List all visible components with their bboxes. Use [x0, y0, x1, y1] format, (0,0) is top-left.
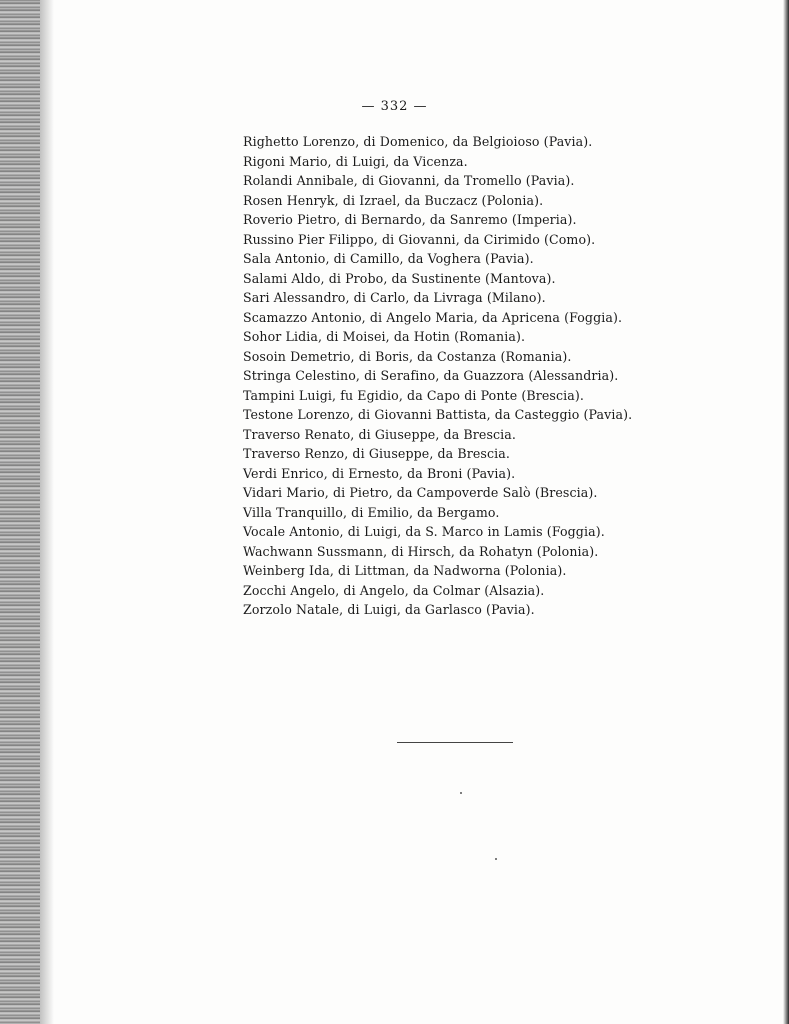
list-item: Sala Antonio, di Camillo, da Voghera (Pavia).: [243, 251, 534, 266]
list-item: Wachwann Sussmann, di Hirsch, da Rohatyn (Polonia).: [243, 543, 599, 559]
list-item: Zocchi Angelo, di Angelo, da Colmar (Alsazia).: [243, 582, 545, 598]
scan-speck: [460, 792, 462, 794]
binding-edge: [0, 0, 40, 1024]
list-item: Rosen Henryk, di Izrael, da Buczacz (Polonia).: [243, 192, 544, 208]
list-item: Rigoni Mario, di Luigi, da Vicenza.: [243, 153, 468, 169]
list-item: Traverso Renato, di Giuseppe, da Brescia.: [243, 426, 517, 442]
list-item: Sari Alessandro, di Carlo, da Livraga (Milano).: [243, 290, 546, 305]
list-item: Traverso Renzo, di Giuseppe, da Brescia.: [243, 446, 510, 461]
list-item: Vocale Antonio, di Luigi, da S. Marco in Lamis (Foggia).: [243, 524, 605, 539]
end-rule: [397, 742, 513, 743]
list-item: Weinberg Ida, di Littman, da Nadworna (Polonia).: [243, 563, 567, 578]
list-item: Testone Lorenzo, di Giovanni Battista, da Casteggio (Pavia).: [243, 407, 633, 422]
list-item: Stringa Celestino, di Serafino, da Guazzora (Alessandria).: [243, 368, 619, 383]
list-item: Sohor Lidia, di Moisei, da Hotin (Romania).: [243, 329, 526, 344]
binding-shadow: [40, 0, 54, 1024]
name-list: [243, 132, 632, 620]
scan-speck: [495, 858, 497, 860]
list-item: Verdi Enrico, di Ernesto, da Broni (Pavia).: [243, 465, 516, 481]
page-edge-shadow: [783, 0, 789, 1024]
page-number: — 332 —: [361, 99, 428, 114]
list-item: Tampini Luigi, fu Egidio, da Capo di Ponte (Brescia).: [243, 387, 584, 403]
list-item: Villa Tranquillo, di Emilio, da Bergamo.: [243, 504, 500, 520]
list-item: Roverio Pietro, di Bernardo, da Sanremo (Imperia).: [243, 212, 577, 227]
list-item: Salami Aldo, di Probo, da Sustinente (Mantova).: [243, 270, 556, 286]
list-item: Scamazzo Antonio, di Angelo Maria, da Apricena (Foggia).: [243, 309, 623, 325]
list-item: Righetto Lorenzo, di Domenico, da Belgioioso (Pavia).: [243, 134, 593, 149]
list-item: Rolandi Annibale, di Giovanni, da Tromello (Pavia).: [243, 173, 575, 188]
list-item: Sosoin Demetrio, di Boris, da Costanza (Romania).: [243, 348, 572, 364]
list-item: Vidari Mario, di Pietro, da Campoverde Salò (Brescia).: [243, 485, 598, 500]
list-item: Russino Pier Filippo, di Giovanni, da Cirimido (Como).: [243, 231, 596, 247]
list-item: Zorzolo Natale, di Luigi, da Garlasco (Pavia).: [243, 602, 535, 617]
